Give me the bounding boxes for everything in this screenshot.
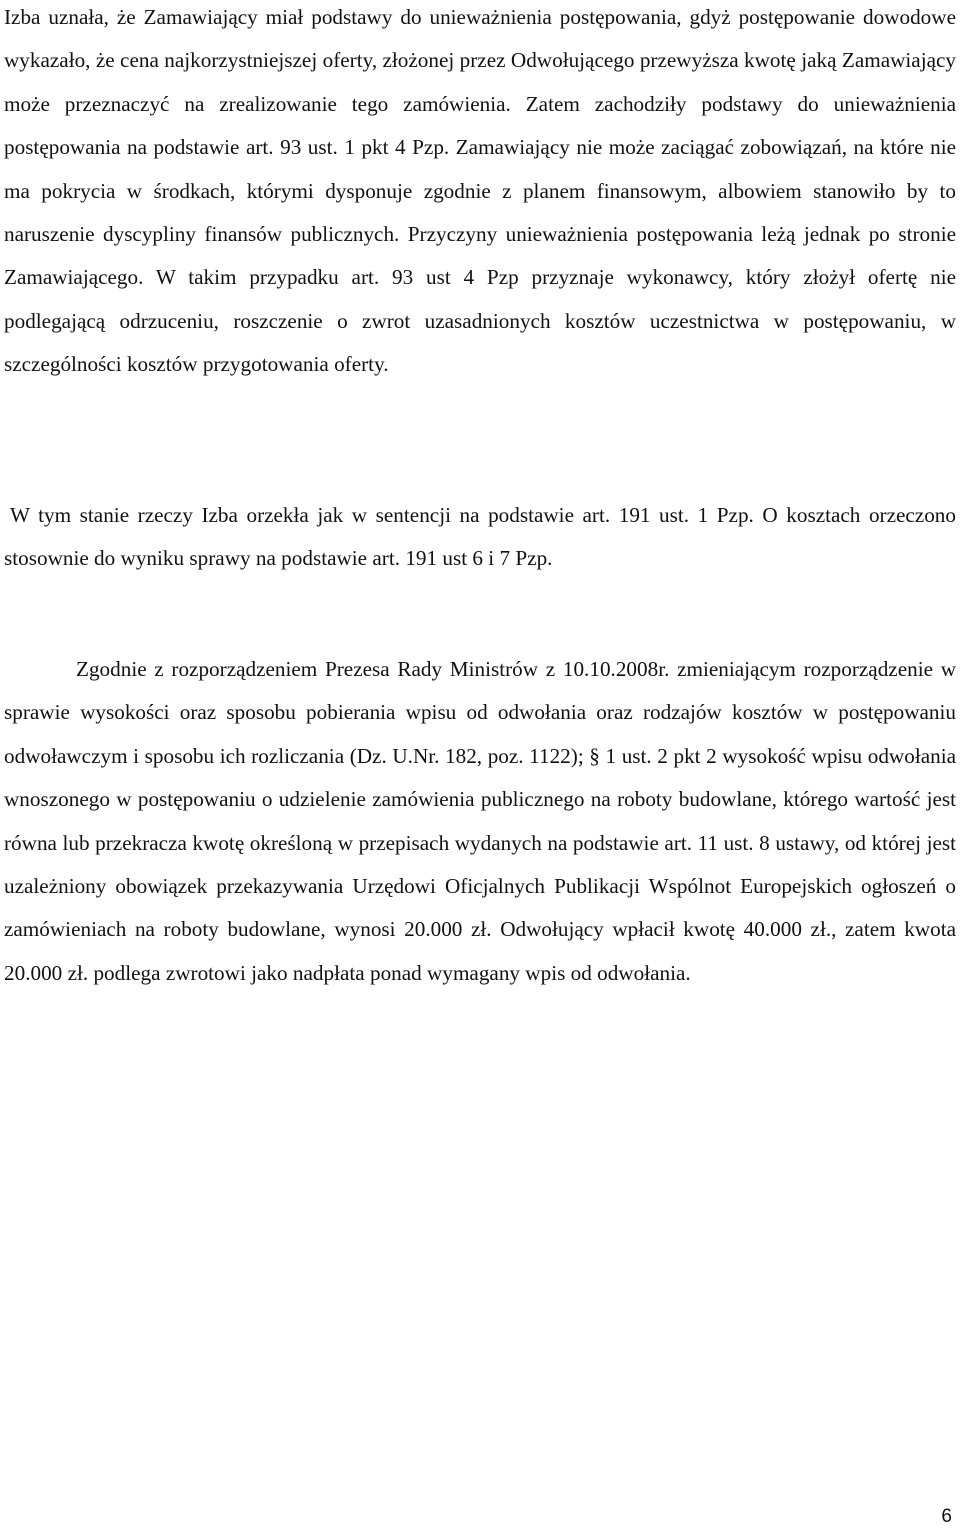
paragraph-annulment-grounds: Izba uznała, że Zamawiający miał podstawy do unieważnienia postępowania, gdyż postępowanie dowodowe wykazało, że cena najkorzystniejszej oferty, złożonej przez Odwołującego przewyższa kwotę jaką Zamawiający może przeznaczyć na zrealizowanie tego zamówienia. Zatem zachodziły podstawy do unieważnienia postępowania na podstawie art. 93 ust. 1 pkt 4 Pzp. Zamawiający nie może zaciągać zobowiązań, na które nie ma pokrycia w środkach, którymi dysponuje zgodnie z planem finansowym, albowiem stanowiło by to naruszenie dyscypliny finansów publicznych. Przyczyny unieważnienia postępowania leżą jednak po stronie Zamawiającego. W takim przypadku art. 93 ust 4 Pzp przyznaje wykonawcy, który złożył ofertę nie podlegającą odrzuceniu, roszczenie o zwrot uzasadnionych kosztów uczestnictwa w postępowaniu, w szczególności kosztów przygotowania oferty. <box>4 5 956 377</box>
paragraph-fee-refund: Zgodnie z rozporządzeniem Prezesa Rady Ministrów z 10.10.2008r. zmieniającym rozporządzenie w sprawie wysokości oraz sposobu pobierania wpisu od odwołania oraz rodzajów kosztów w postępowaniu odwoławczym i sposobu ich rozliczania (Dz. U.Nr. 182, poz. 1122); § 1 ust. 2 pkt 2 wysokość wpisu odwołania wnoszonego w postępowaniu o udzielenie zamówienia publicznego na roboty budowlane, którego wartość jest równa lub przekracza kwotę określoną w przepisach wydanych na podstawie art. 11 ust. 8 ustawy, od której jest uzależniony obowiązek przekazywania Urzędowi Oficjalnych Publikacji Wspólnot Europejskich ogłoszeń o zamówieniach na roboty budowlane, wynosi 20.000 zł. Odwołujący wpłacił kwotę 40.000 zł., zatem kwota 20.000 zł. podlega zwrotowi jako nadpłata ponad wymagany wpis od odwołania. <box>4 657 956 985</box>
paragraph-ruling-costs: W tym stanie rzeczy Izba orzekła jak w sentencji na podstawie art. 191 ust. 1 Pzp. O kosztach orzeczono stosownie do wyniku sprawy na podstawie art. 191 ust 6 i 7 Pzp. <box>4 503 956 571</box>
page-number: 6 <box>941 1506 952 1527</box>
